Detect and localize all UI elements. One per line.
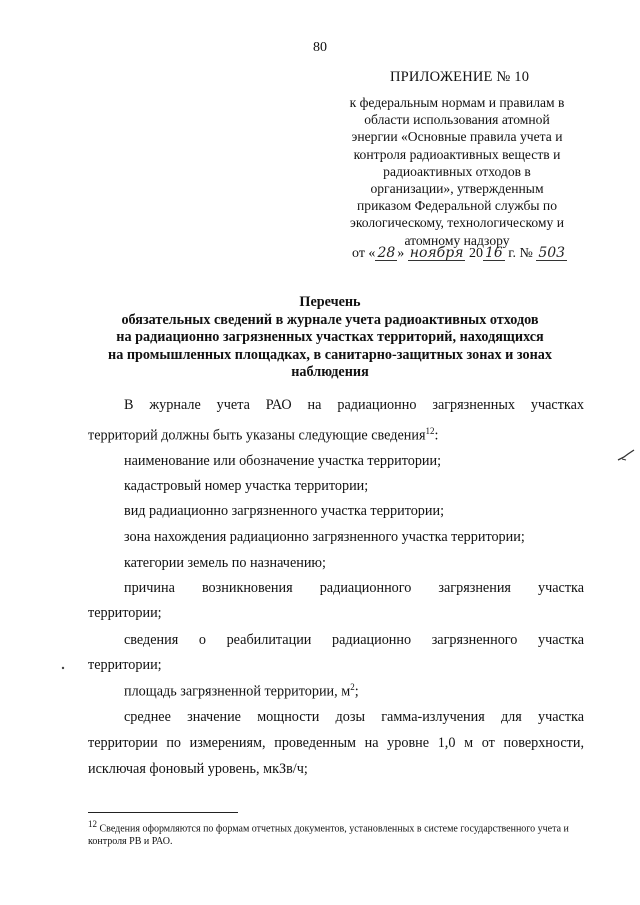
appendix-line: области использования атомной bbox=[364, 112, 550, 128]
appendix-line: организации», утвержденным bbox=[370, 181, 544, 197]
intro-paragraph-line: В журнале учета РАО на радиационно загрязненных участках bbox=[124, 397, 584, 413]
order-number-prefix: г. № bbox=[504, 246, 537, 261]
area-text: площадь загрязненной территории, м bbox=[124, 683, 351, 700]
area-end: ; bbox=[354, 683, 359, 700]
page-number: 80 bbox=[313, 40, 327, 55]
footnote-divider bbox=[88, 812, 238, 813]
appendix-description bbox=[322, 94, 592, 249]
footnote-text: Сведения оформляются по формам отчетных документов, установленных в системе государственного учета и контроля РВ и РАО. bbox=[88, 823, 569, 848]
heading-line: на промышленных площадках, в санитарно-защитных зонах и зонах bbox=[108, 346, 552, 363]
appendix-line: к федеральным нормам и правилам в bbox=[349, 95, 565, 110]
area-exponent: 2 bbox=[350, 682, 355, 692]
order-number-handwritten: 503 bbox=[538, 245, 566, 261]
list-item bbox=[88, 682, 584, 701]
footnote-number: 12 bbox=[88, 819, 97, 829]
intro-text: территорий должны быть указаны следующие сведения bbox=[88, 427, 426, 444]
heading-line: наблюдения bbox=[291, 364, 369, 380]
list-item-continuation: исключая фоновый уровень, мкЗв/ч; bbox=[88, 761, 308, 777]
order-date-line bbox=[352, 246, 567, 262]
footnote-ref: 12 bbox=[425, 426, 435, 436]
list-item: среднее значение мощности дозы гамма-излучения для участка bbox=[124, 709, 584, 725]
list-item: причина возникновения радиационного загрязнения участка bbox=[124, 580, 584, 596]
list-item-continuation: территории по измерениям, проведенным на уровне 1,0 м от поверхности, bbox=[88, 735, 584, 751]
order-mid: » bbox=[397, 246, 408, 261]
scan-speck bbox=[60, 665, 66, 671]
document-heading bbox=[60, 294, 600, 382]
list-item-continuation: территории; bbox=[88, 605, 162, 621]
order-year-handwritten: 16 bbox=[484, 245, 503, 261]
intro-paragraph-line bbox=[88, 426, 584, 445]
list-item: наименование или обозначение участка территории; bbox=[124, 453, 442, 469]
list-item: кадастровый номер участка территории; bbox=[124, 478, 369, 494]
appendix-line: атомному надзору bbox=[404, 232, 510, 248]
heading-line: обязательных сведений в журнале учета радиоактивных отходов bbox=[121, 311, 539, 328]
order-prefix: от « bbox=[352, 246, 376, 261]
intro-colon: : bbox=[434, 427, 439, 444]
order-day-handwritten: 28 bbox=[377, 245, 396, 261]
heading-title: Перечень bbox=[299, 294, 361, 310]
appendix-line: контроля радиоактивных веществ и bbox=[353, 146, 561, 162]
appendix-line: энергии «Основные правила учета и bbox=[351, 129, 563, 145]
list-item: категории земель по назначению; bbox=[124, 555, 326, 571]
appendix-line: экологическому, технологическому и bbox=[349, 215, 564, 231]
appendix-line: приказом Федеральной службы по bbox=[357, 198, 557, 214]
handwritten-check-mark bbox=[616, 448, 636, 464]
heading-line: на радиационно загрязненных участках территорий, находящихся bbox=[116, 329, 544, 345]
footnote bbox=[88, 818, 588, 848]
list-item: вид радиационно загрязненного участка территории; bbox=[124, 503, 445, 519]
list-item-continuation: территории; bbox=[88, 657, 162, 673]
appendix-line: радиоактивных отходов в bbox=[383, 163, 531, 179]
order-month-handwritten: ноября bbox=[409, 245, 464, 261]
order-year-prefix: 20 bbox=[465, 246, 483, 261]
appendix-title: ПРИЛОЖЕНИЕ № 10 bbox=[390, 69, 530, 85]
list-item: зона нахождения радиационно загрязненного участка территории; bbox=[124, 529, 525, 545]
list-item: сведения о реабилитации радиационно загрязненного участка bbox=[124, 632, 584, 648]
